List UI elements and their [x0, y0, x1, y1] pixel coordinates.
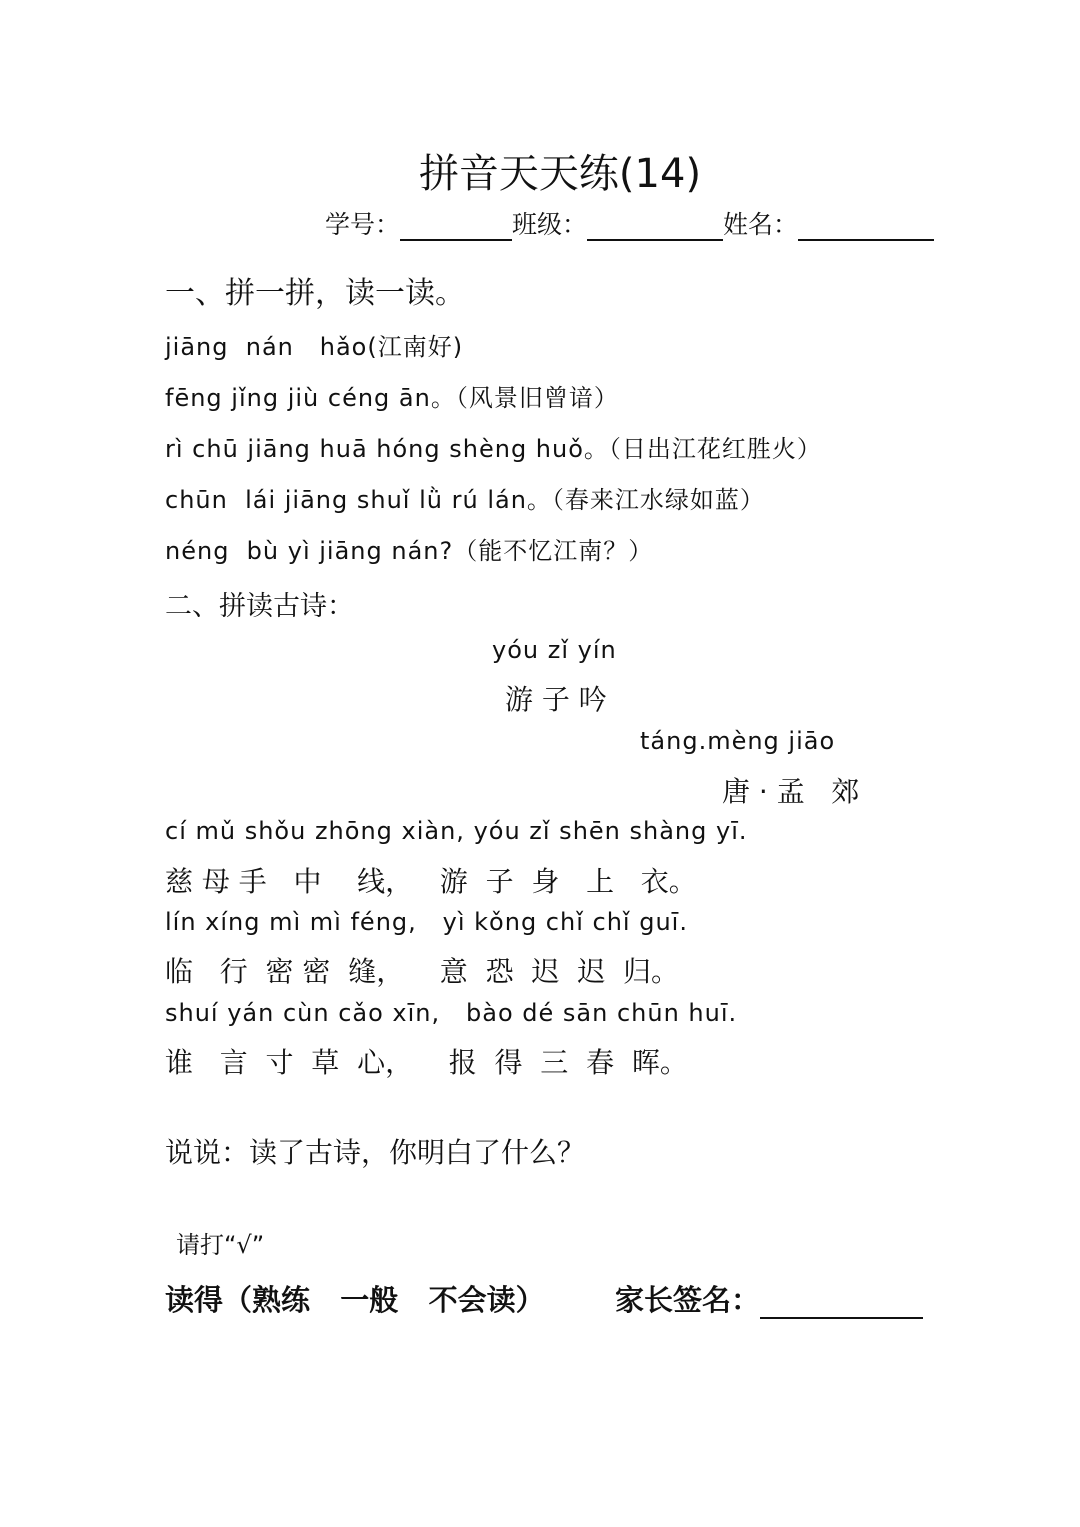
section1-line-2: fēng jǐng jiù céng ān。（风景旧曾谙） — [165, 384, 619, 412]
student-no-field[interactable] — [400, 209, 512, 241]
student-info-row — [325, 205, 934, 241]
class-label: 班级： — [512, 210, 588, 239]
reading-level-options[interactable]: 读得（熟练 一般 不会读） — [165, 1283, 545, 1317]
parent-sign-label: 家长签名： — [615, 1283, 761, 1317]
section1-line-4: chūn lái jiāng shuǐ lǜ rú lán。（春来江水绿如蓝） — [165, 486, 765, 514]
student-no-label: 学号： — [325, 210, 401, 239]
section1-line-3: rì chū jiāng huā hóng shèng huǒ。（日出江花红胜火） — [165, 435, 822, 463]
poem-line-1-hanzi: 慈 母 手 中 线， 游 子 身 上 衣。 — [165, 865, 697, 898]
section1-line-5: néng bù yì jiāng nán?（能不忆江南？） — [165, 537, 654, 565]
poem-title: 游 子 吟 — [505, 683, 607, 716]
section1-heading: 一、拼一拼，读一读。 — [165, 276, 465, 311]
author: 唐 · 孟 郊 — [722, 775, 860, 808]
author-pinyin: táng.mèng jiāo — [640, 727, 836, 755]
poem-line-2-hanzi: 临 行 密 密 缝， 意 恐 迟 迟 归。 — [165, 955, 680, 988]
name-field[interactable] — [798, 209, 934, 241]
class-field[interactable] — [587, 209, 723, 241]
parent-signature-field[interactable] — [760, 1287, 923, 1319]
check-prompt: 请打“√” — [176, 1231, 265, 1259]
section2-heading: 二、拼读古诗： — [165, 591, 354, 622]
poem-title-pinyin: yóu zǐ yín — [492, 636, 617, 664]
poem-line-1-pinyin: cí mǔ shǒu zhōng xiàn, yóu zǐ shēn shàng yī. — [165, 817, 748, 845]
parent-signature-row — [615, 1278, 923, 1319]
poem-line-3-hanzi: 谁 言 寸 草 心， 报 得 三 春 晖。 — [165, 1046, 688, 1079]
name-label: 姓名： — [723, 210, 799, 239]
poem-line-2-pinyin: lín xíng mì mì féng, yì kǒng chǐ chǐ guī. — [165, 908, 688, 936]
section1-line-1: jiāng nán hǎo(江南好) — [165, 333, 464, 361]
discussion-prompt: 说说：读了古诗，你明白了什么？ — [165, 1136, 586, 1169]
poem-line-3-pinyin: shuí yán cùn cǎo xīn, bào dé sān chūn huī. — [165, 999, 738, 1027]
page-title: 拼音天天练(14) — [418, 151, 702, 197]
